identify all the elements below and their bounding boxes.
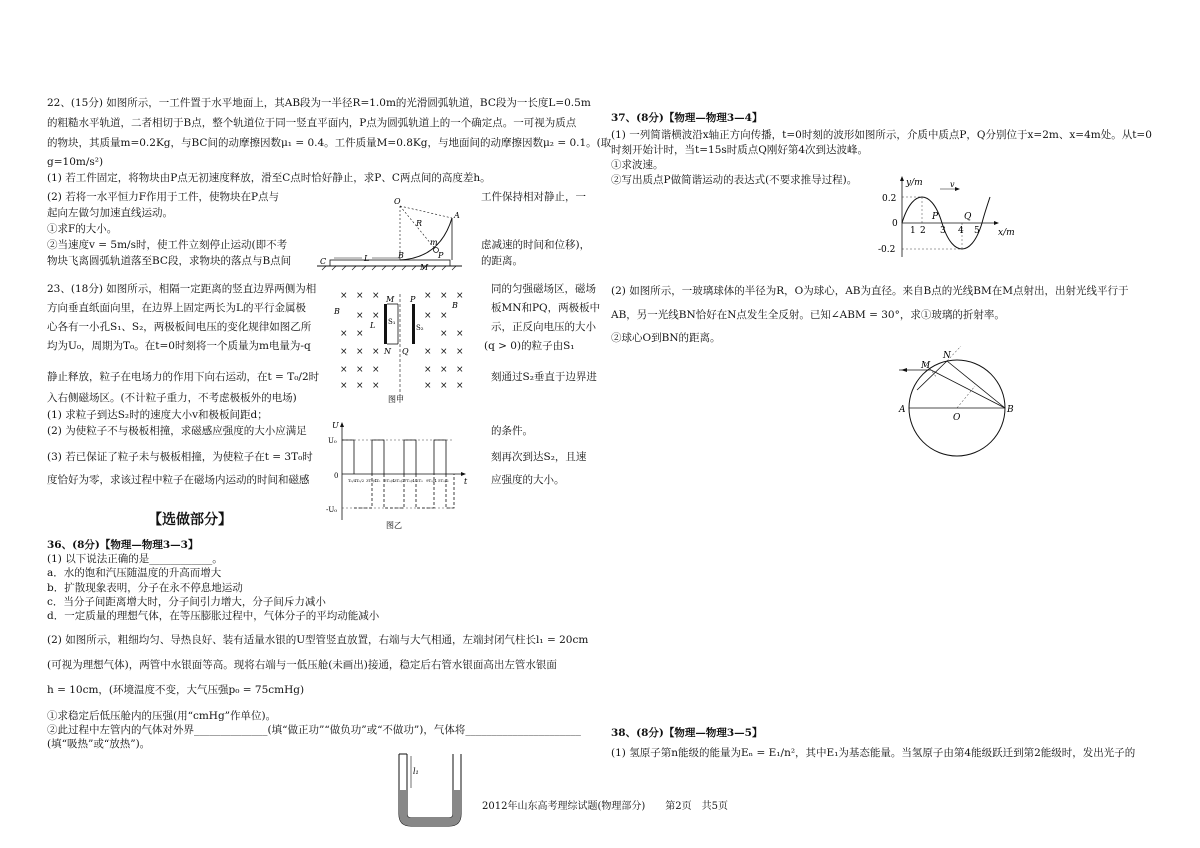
svg-text:×: × (356, 329, 364, 339)
svg-text:×: × (372, 311, 380, 321)
figB-tick: T₀ (376, 478, 381, 483)
wave-v: v (950, 180, 955, 189)
svg-text:×: × (424, 381, 432, 391)
q22-figure (312, 198, 472, 278)
figA-caption: 图甲 (388, 395, 404, 404)
figA-L: L (370, 321, 376, 330)
wave-ylabel: y/m (906, 178, 923, 188)
fig22-C: C (320, 257, 327, 266)
q22-line-9a: ②当速度v = 5m/s时，使工件立刻停止运动(即不考 (47, 239, 288, 251)
svg-text:×: × (440, 381, 448, 391)
figB-tick: 9T₀/4 (426, 478, 437, 483)
q36-option-a: a．水的饱和汽压随温度的升高而增大 (47, 567, 222, 580)
figB-U: U (332, 421, 339, 430)
figA-M: M (386, 295, 395, 304)
figB-t: t (464, 477, 468, 486)
q23-line-8a: (2) 为使粒子不与极板相撞，求磁感应强度的大小应满足 (47, 425, 307, 437)
q36-option-c: c．当分子间距离增大时，分子间引力增大，分子间斥力减小 (47, 595, 326, 608)
sphere-A: A (899, 405, 906, 415)
wave-y-0.2: 0.2 (882, 194, 897, 204)
q36-line-2: (1) 以下说法正确的是____________。 (47, 553, 223, 566)
q23-line-2a: 方向垂直纸面向里，在边界上固定两长为L的平行金属极 (47, 302, 306, 314)
q23-figure-a (326, 288, 486, 403)
q23-line-4b: (q > 0)的粒子由S₁ (484, 340, 575, 352)
sphere-M: M (921, 361, 931, 371)
question-22 (47, 96, 612, 185)
svg-text:×: × (340, 381, 348, 391)
q37-line-5: ②写出质点P做简谐运动的表达式(不要求推导过程)。 (611, 174, 858, 186)
q37-line-3: 时刻开始计时，当t=15s时质点Q刚好第4次到达波峰。 (611, 144, 869, 156)
svg-text:×: × (456, 329, 464, 339)
q37-line-8: ②球心O到BN的距离。 (611, 332, 721, 344)
q22-line-7: 起向左做匀加速直线运动。 (47, 207, 173, 219)
figA-B-left: B (334, 307, 340, 316)
figB-tick: 3T₀/2 (394, 478, 405, 483)
figB-tick: 3T₀/4 (366, 478, 377, 483)
svg-text:×: × (424, 365, 432, 375)
figB-negU0: -U₀ (326, 506, 338, 514)
figB-U0: U₀ (328, 437, 337, 445)
q22-line-1: 22、(15分) 如图所示，一工件置于水平地面上，其AB段为一半径R=1.0m的光滑圆弧轨道，BC段为一长度L=0.5m (47, 97, 591, 109)
svg-text:×: × (424, 291, 432, 301)
q22-line-9b: 虑减速的时间和位移)， (481, 239, 591, 251)
figB-tick: 2T₀ (416, 478, 423, 483)
q23-line-3a: 心各有一小孔S₁、S₂，两极板间电压的变化规律如图乙所 (47, 321, 312, 333)
wave-y-neg0.2: -0.2 (878, 245, 896, 255)
svg-text:×: × (372, 365, 380, 375)
svg-text:×: × (356, 347, 364, 357)
svg-text:×: × (440, 291, 448, 301)
fig22-R: R (416, 219, 423, 228)
q36-line-7: (2) 如图所示，粗细均匀、导热良好、装有适量水银的U型管竖直放置，右端与大气相通，左端封闭气柱长l₁ = 20cm (47, 634, 589, 647)
q23-line-8b: 的条件。 (491, 425, 533, 437)
q23-line-3b: 示，正反向电压的大小 (491, 321, 596, 333)
q23-line-10b: 应强度的大小。 (491, 474, 565, 486)
q36-option-d: d．一定质量的理想气体，在等压膨胀过程中，气体分子的平均动能减小 (47, 609, 380, 622)
field-crosses (340, 291, 464, 391)
q22-line-6a: (2) 若将一水平恒力F作用于工件，使物块在P点与 (47, 191, 280, 203)
figB-tick: 5T₀/2 (438, 478, 449, 483)
figA-S2: S₂ (416, 324, 424, 332)
svg-text:×: × (340, 291, 348, 301)
q23-line-4a: 均为U₀，周期为T₀。在t=0时刻将一个质量为m电量为-q (47, 340, 311, 352)
fig22-A: A (454, 211, 460, 220)
q23-line-10a: 度恰好为零，求该过程中粒子在磁场内运动的时间和磁感 (47, 474, 310, 486)
svg-text:×: × (372, 347, 380, 357)
wave-x-4: 4 (958, 226, 964, 236)
q37-line-7: AB，另一光线BN恰好在N点发生全反射。已知∠ABM = 30°，求①玻璃的折射率。 (611, 309, 1005, 321)
fig22-L: L (364, 254, 370, 263)
q23-line-2b: 板MN和PQ，两极板中 (491, 302, 601, 314)
q23-figure-b (326, 420, 476, 532)
svg-text:×: × (424, 311, 432, 321)
wave-x-2: 2 (920, 226, 926, 236)
utube-l1-label: l₁ (413, 767, 419, 776)
wave-y-0: 0 (892, 219, 898, 229)
q23-line-5a: 静止释放，粒子在电场力的作用下向右运动，在t = T₀/2时 (47, 371, 320, 383)
svg-text:×: × (440, 365, 448, 375)
q22-line-10b: 的距离。 (481, 255, 523, 267)
q22-line-8: ①求F的大小。 (47, 223, 118, 235)
svg-text:×: × (440, 329, 448, 339)
fig22-B: B (398, 251, 404, 260)
svg-text:×: × (340, 347, 348, 357)
q23-line-7: (1) 求粒子到达S₂时的速度大小v和极板间距d； (47, 409, 268, 421)
q22-line-6b: 工件保持相对静止，一 (481, 191, 586, 203)
svg-text:×: × (456, 291, 464, 301)
wave-x-3: 3 (940, 226, 946, 236)
sphere-B: B (1007, 405, 1014, 415)
q38-line-2: (1) 氢原子第n能级的能量为Eₙ = E₁/n²，其中E₁为基态能量。当氢原子由第4能级跃迁到第2能级时，发出光子的 (611, 747, 1136, 759)
page-footer: 2012年山东高考理综试题(物理部分) 第2页 共5页 (482, 801, 728, 812)
fig22-m: m (430, 238, 438, 247)
figB-zero: 0 (334, 472, 339, 480)
fig22-P: P (438, 251, 444, 260)
q23-line-6: 入右侧磁场区。(不计粒子重力，不考虑极板外的电场) (47, 392, 297, 404)
sphere-N: N (943, 351, 951, 361)
figB-tick: 7T₀/4 (404, 478, 415, 483)
figB-tick: T₀/4 (348, 478, 357, 483)
fig22-M: M (420, 263, 429, 272)
figB-tick: 5T₀/4 (384, 478, 395, 483)
q36-utube-figure (393, 752, 473, 832)
figA-Q: Q (402, 347, 409, 356)
q22-line-4: g=10m/s²) (47, 155, 104, 168)
q36-line-12: (填“吸热”或“放热”)。 (47, 737, 151, 750)
q22-line-5: (1) 若工件固定，将物块由P点无初速度释放，滑至C点时恰好静止，求P、C两点间的高度差h。 (47, 171, 491, 184)
svg-text:×: × (456, 365, 464, 375)
svg-text:×: × (356, 291, 364, 301)
q23-line-5b: 刻通过S₂垂直于边界进 (491, 371, 597, 383)
svg-text:×: × (372, 291, 380, 301)
q37-line-1: 37、(8分)【物理—物理3—4】 (611, 112, 763, 124)
q36-line-1: 36、(8分)【物理—物理3—3】 (47, 539, 199, 551)
q22-line-2: 的粗糙水平轨道，二者相切于B点，整个轨道位于同一竖直平面内，P点为圆弧轨道上的一个确定点。一可视为质点 (47, 117, 577, 130)
svg-text:×: × (440, 311, 448, 321)
wave-x-1: 1 (910, 226, 916, 236)
figB-tick: T₀/2 (356, 478, 365, 483)
svg-text:×: × (424, 347, 432, 357)
sphere-O: O (953, 413, 961, 423)
q23-line-9a: (3) 若已保证了粒子未与极板相撞，为使粒子在t = 3T₀时 (47, 451, 313, 463)
svg-text:×: × (372, 381, 380, 391)
svg-text:×: × (356, 381, 364, 391)
wave-xlabel: x/m (998, 228, 1015, 238)
q23-line-9b: 刻再次到达S₂，且速 (491, 451, 587, 463)
q23-line-1b: 同的匀强磁场区，磁场 (491, 283, 596, 295)
wave-x-5: 5 (974, 226, 980, 236)
wave-Q: Q (964, 212, 972, 222)
q36-option-b: b．扩散现象表明，分子在永不停息地运动 (47, 581, 243, 594)
svg-text:×: × (356, 311, 364, 321)
q37-line-6: (2) 如图所示，一玻璃球体的半径为R，O为球心，AB为直径。来自B点的光线BM在M点射出，出射光线平行于 (611, 285, 1129, 297)
fig22-O: O (394, 197, 401, 206)
svg-text:×: × (440, 347, 448, 357)
q38-line-1: 38、(8分)【物理—物理3—5】 (611, 727, 763, 739)
q36-line-11: ②此过程中左管内的气体对外界______________(填“做正功”“做负功”或“不做功”)，气体将______________________ (47, 723, 581, 736)
svg-text:×: × (340, 329, 348, 339)
q37-wave-figure (878, 175, 1018, 260)
svg-text:×: × (456, 347, 464, 357)
figA-B-right: B (452, 301, 458, 310)
q36-line-9: h = 10cm，(环境温度不变，大气压强p₀ = 75cmHg) (47, 684, 305, 697)
svg-text:×: × (340, 365, 348, 375)
q37-line-4: ①求波速。 (611, 159, 664, 171)
q37-line-2: (1) 一列简谐横波沿x轴正方向传播，t=0时刻的波形如图所示，介质中质点P，Q分别位于x=2m、x=4m处。从t=0 (611, 129, 1152, 141)
q23-line-1a: 23、(18分) 如图所示，相隔一定距离的竖直边界两侧为相 (47, 283, 317, 295)
svg-text:×: × (356, 365, 364, 375)
q36-line-10: ①求稳定后低压舱内的压强(用“cmHg”作单位)。 (47, 709, 277, 722)
q22-line-10a: 物块飞离圆弧轨道落至BC段，求物块的落点与B点间 (47, 255, 292, 267)
figB-caption: 图乙 (386, 521, 402, 530)
figA-P: P (410, 295, 416, 304)
figA-N: N (384, 347, 391, 356)
q22-line-3: 的物块，其质量m=0.2Kg，与BC间的动摩擦因数μ₁ = 0.4。工件质量M=0.8Kg，与地面间的动摩擦因数μ₂ = 0.1。(取 (47, 137, 612, 150)
svg-text:×: × (456, 381, 464, 391)
optional-section-heading: 【选做部分】 (148, 512, 232, 528)
figA-S1: S₁ (388, 318, 396, 326)
question-36 (47, 538, 588, 751)
q37-sphere-figure (895, 350, 1025, 460)
q36-line-8: (可视为理想气体)，两管中水银面等高。现将右端与一低压舱(未画出)接通，稳定后右管水银面高出左管水银面 (47, 659, 557, 672)
wave-P: P (932, 212, 939, 222)
